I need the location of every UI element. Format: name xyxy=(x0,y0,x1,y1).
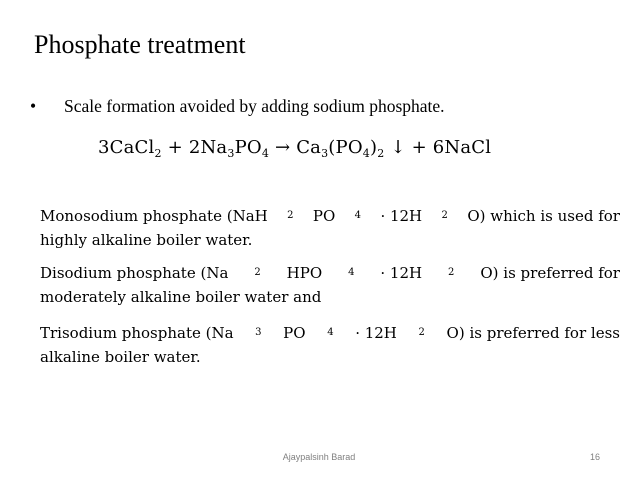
page-number: 16 xyxy=(590,452,601,462)
footer-author: Ajaypalsinh Barad xyxy=(282,452,356,462)
bullet-item xyxy=(30,96,445,117)
slide-title: Phosphate treatment xyxy=(34,30,246,59)
paragraph-line: Disodium phosphate (Na 2 HPO 4 · 12H 2 O) is preferred for xyxy=(40,264,620,282)
disodium-phosphate-paragraph xyxy=(40,261,620,309)
paragraph-line: Trisodium phosphate (Na 3 PO 4 · 12H 2 O) is preferred for less xyxy=(40,324,620,342)
chemical-equation: 3CaCl$_2$ + $2Na_3PO_4 \to Ca_3(PO_4)_2$ ↓ + 6NaCl xyxy=(98,137,492,160)
paragraph-line: highly alkaline boiler water. xyxy=(40,231,253,249)
paragraph-line: Monosodium phosphate (NaH 2 PO 4 · 12H 2 O) which is used for xyxy=(40,207,620,225)
trisodium-phosphate-paragraph xyxy=(40,321,620,369)
bullet-marker: • xyxy=(30,96,37,116)
bullet-text: Scale formation avoided by adding sodium phosphate. xyxy=(64,96,445,116)
paragraph-line: moderately alkaline boiler water and xyxy=(40,288,322,306)
monosodium-phosphate-paragraph xyxy=(40,204,620,252)
paragraph-line: alkaline boiler water. xyxy=(40,348,201,366)
